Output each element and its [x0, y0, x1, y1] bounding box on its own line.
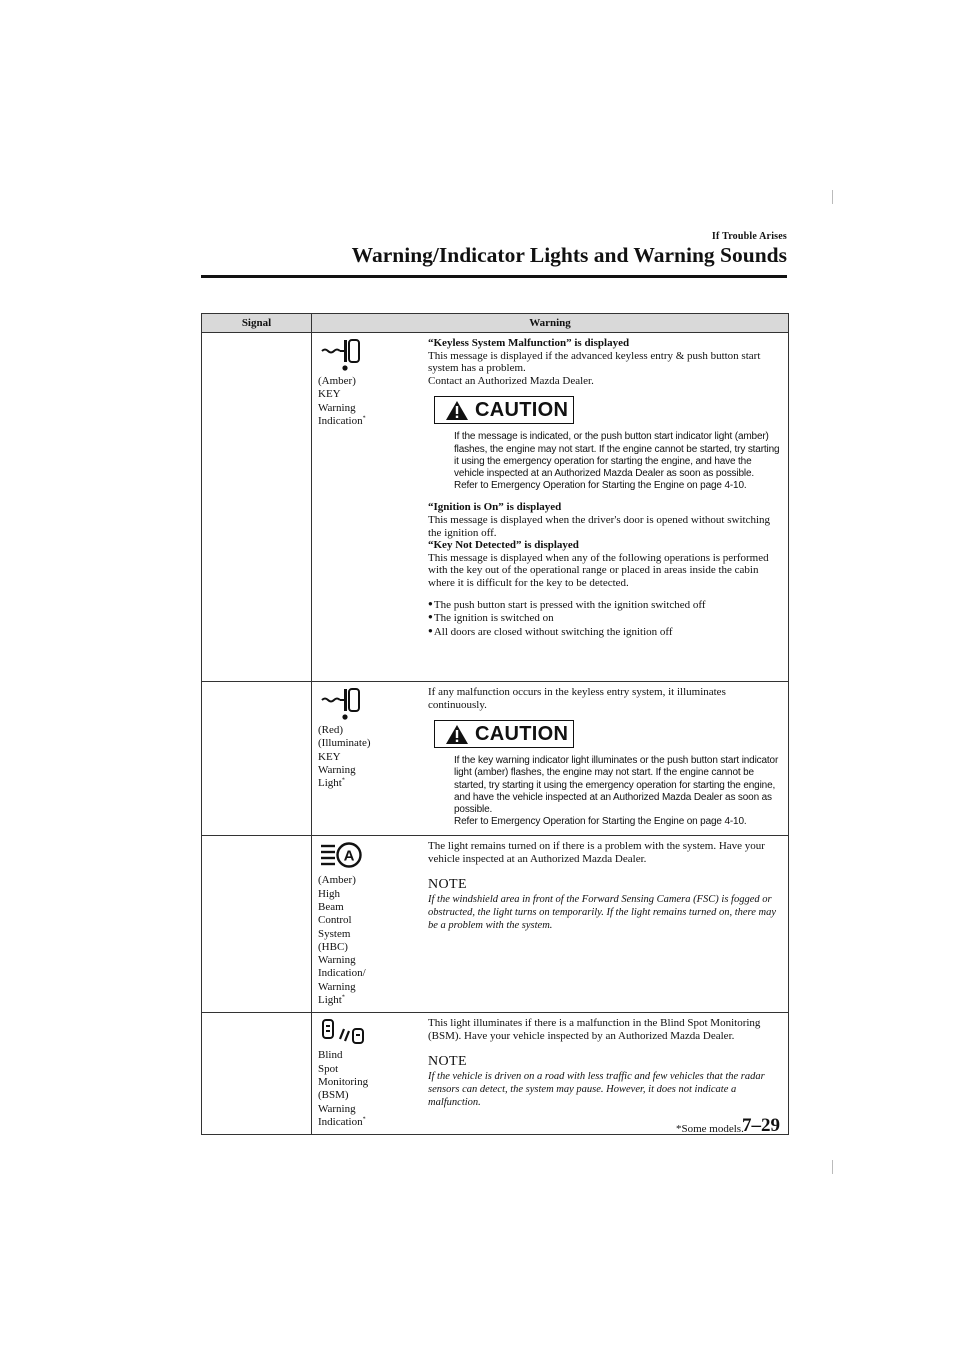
crop-mark [832, 190, 833, 204]
warning-cell [312, 836, 789, 1013]
section-label: If Trouble Arises [711, 231, 787, 242]
table-row [202, 682, 789, 836]
caution-triangle-icon [445, 400, 469, 421]
warning-text: This light illuminates if there is a malfunction in the Blind Spot Monitoring (BSM). Have your vehicle inspected by an Authorized Mazda Dealer. [428, 1017, 761, 1042]
note-text: If the windshield area in front of the Forward Sensing Camera (FSC) is fogged or obstructed, the light turns on temporarily. If the light remains turned on, there may be a problem with the system. [428, 894, 777, 931]
caution-label-box [434, 720, 574, 748]
table-row [202, 333, 789, 682]
caution-label: CAUTION [475, 399, 569, 422]
warning-cell [312, 333, 789, 682]
signal-cell: A (Amber) High Beam Control System (HBC) Warning Indication/ Warning Light* [202, 836, 312, 1013]
signal-cell: (Red) (Illuminate) KEY Warning Light* [202, 682, 312, 836]
table-header-row [202, 314, 789, 333]
signal-cell: (Amber) KEY Warning Indication* [202, 333, 312, 682]
warning-text: The light remains turned on if there is a problem with the system. Have your vehicle inspected at an Authorized Mazda Dealer. [428, 840, 765, 865]
message-heading: “Ignition is On” is displayed [428, 501, 562, 514]
list-item: ●The ignition is switched on [428, 612, 554, 625]
caution-reference: Refer to Emergency Operation for Starting the Engine on page 4-10. [454, 480, 747, 492]
message-heading: “Key Not Detected” is displayed [428, 539, 579, 552]
some-models-footnote: *Some models. [676, 1123, 744, 1135]
crop-mark [832, 1160, 833, 1174]
note-text: If the vehicle is driven on a road with less traffic and few vehicles that the radar sensors can detect, the system may pause. However, it does not indicate a malfunction. [428, 1071, 765, 1108]
note-label: NOTE [428, 1053, 467, 1069]
table-row [202, 1013, 789, 1135]
warning-text: This message is displayed when any of the following operations is performed with the key out of the operational range or placed in areas inside the cabin where it is difficult for the key to be detected. [428, 551, 769, 589]
caution-triangle-icon [445, 724, 469, 745]
svg-text:A: A [343, 847, 355, 865]
caution-text: If the key warning indicator light illuminates or the push button start indicator light (amber) flashes, the engine may not start. If the engine cannot be started, try starting it using the emergency operation for starting the engine, and have the vehicle inspected at an Authorized Mazda Dealer as soon as possible. Refer to Emergency Operation for Starting the Engine on page 4-10. [454, 755, 779, 828]
warning-text: Contact an Authorized Mazda Dealer. [428, 374, 594, 387]
warning-text: This message is displayed when the driver's door is opened without switching the ignition off. [428, 513, 771, 539]
list-item: ●The push button start is pressed with the ignition switched off [428, 598, 706, 611]
table-row [202, 836, 789, 1013]
message-heading: “Keyless System Malfunction” is displayed [428, 337, 630, 349]
warning-table [201, 313, 789, 1135]
caution-block [434, 720, 784, 828]
list-item: ●All doors are closed without switching the ignition off [428, 625, 673, 638]
note-label: NOTE [428, 876, 467, 892]
caution-block [434, 396, 784, 492]
caution-text: If the message is indicated, or the push button start indicator light (amber) flashes, the engine may not start. If the engine cannot be started, try starting it using the emergency operation for starting the engine, and have the vehicle inspected at an Authorized Mazda Dealer as soon as possible. Refer to Emergency Operation for Starting the Engine on page 4-10. [454, 431, 780, 492]
caution-reference: Refer to Emergency Operation for Starting the Engine on page 4-10. [454, 816, 747, 828]
signal-cell: Blind Spot Monitoring (BSM) Warning Indication* [202, 1013, 312, 1135]
bullet-list [428, 598, 784, 639]
signal-column-header: Signal [202, 314, 312, 333]
page-title: Warning/Indicator Lights and Warning Sounds [351, 243, 787, 267]
warning-text: This message is displayed if the advanced keyless entry & push button start system has a problem. [428, 349, 761, 375]
title-rule [201, 275, 787, 278]
caution-label: CAUTION [475, 722, 569, 745]
page-number: 7–29 [742, 1115, 780, 1136]
warning-text: If any malfunction occurs in the keyless entry system, it illuminates continuously. [428, 686, 726, 711]
warning-cell [312, 1013, 789, 1135]
warning-column-header: Warning [312, 314, 789, 333]
warning-cell [312, 682, 789, 836]
caution-label-box [434, 396, 574, 424]
